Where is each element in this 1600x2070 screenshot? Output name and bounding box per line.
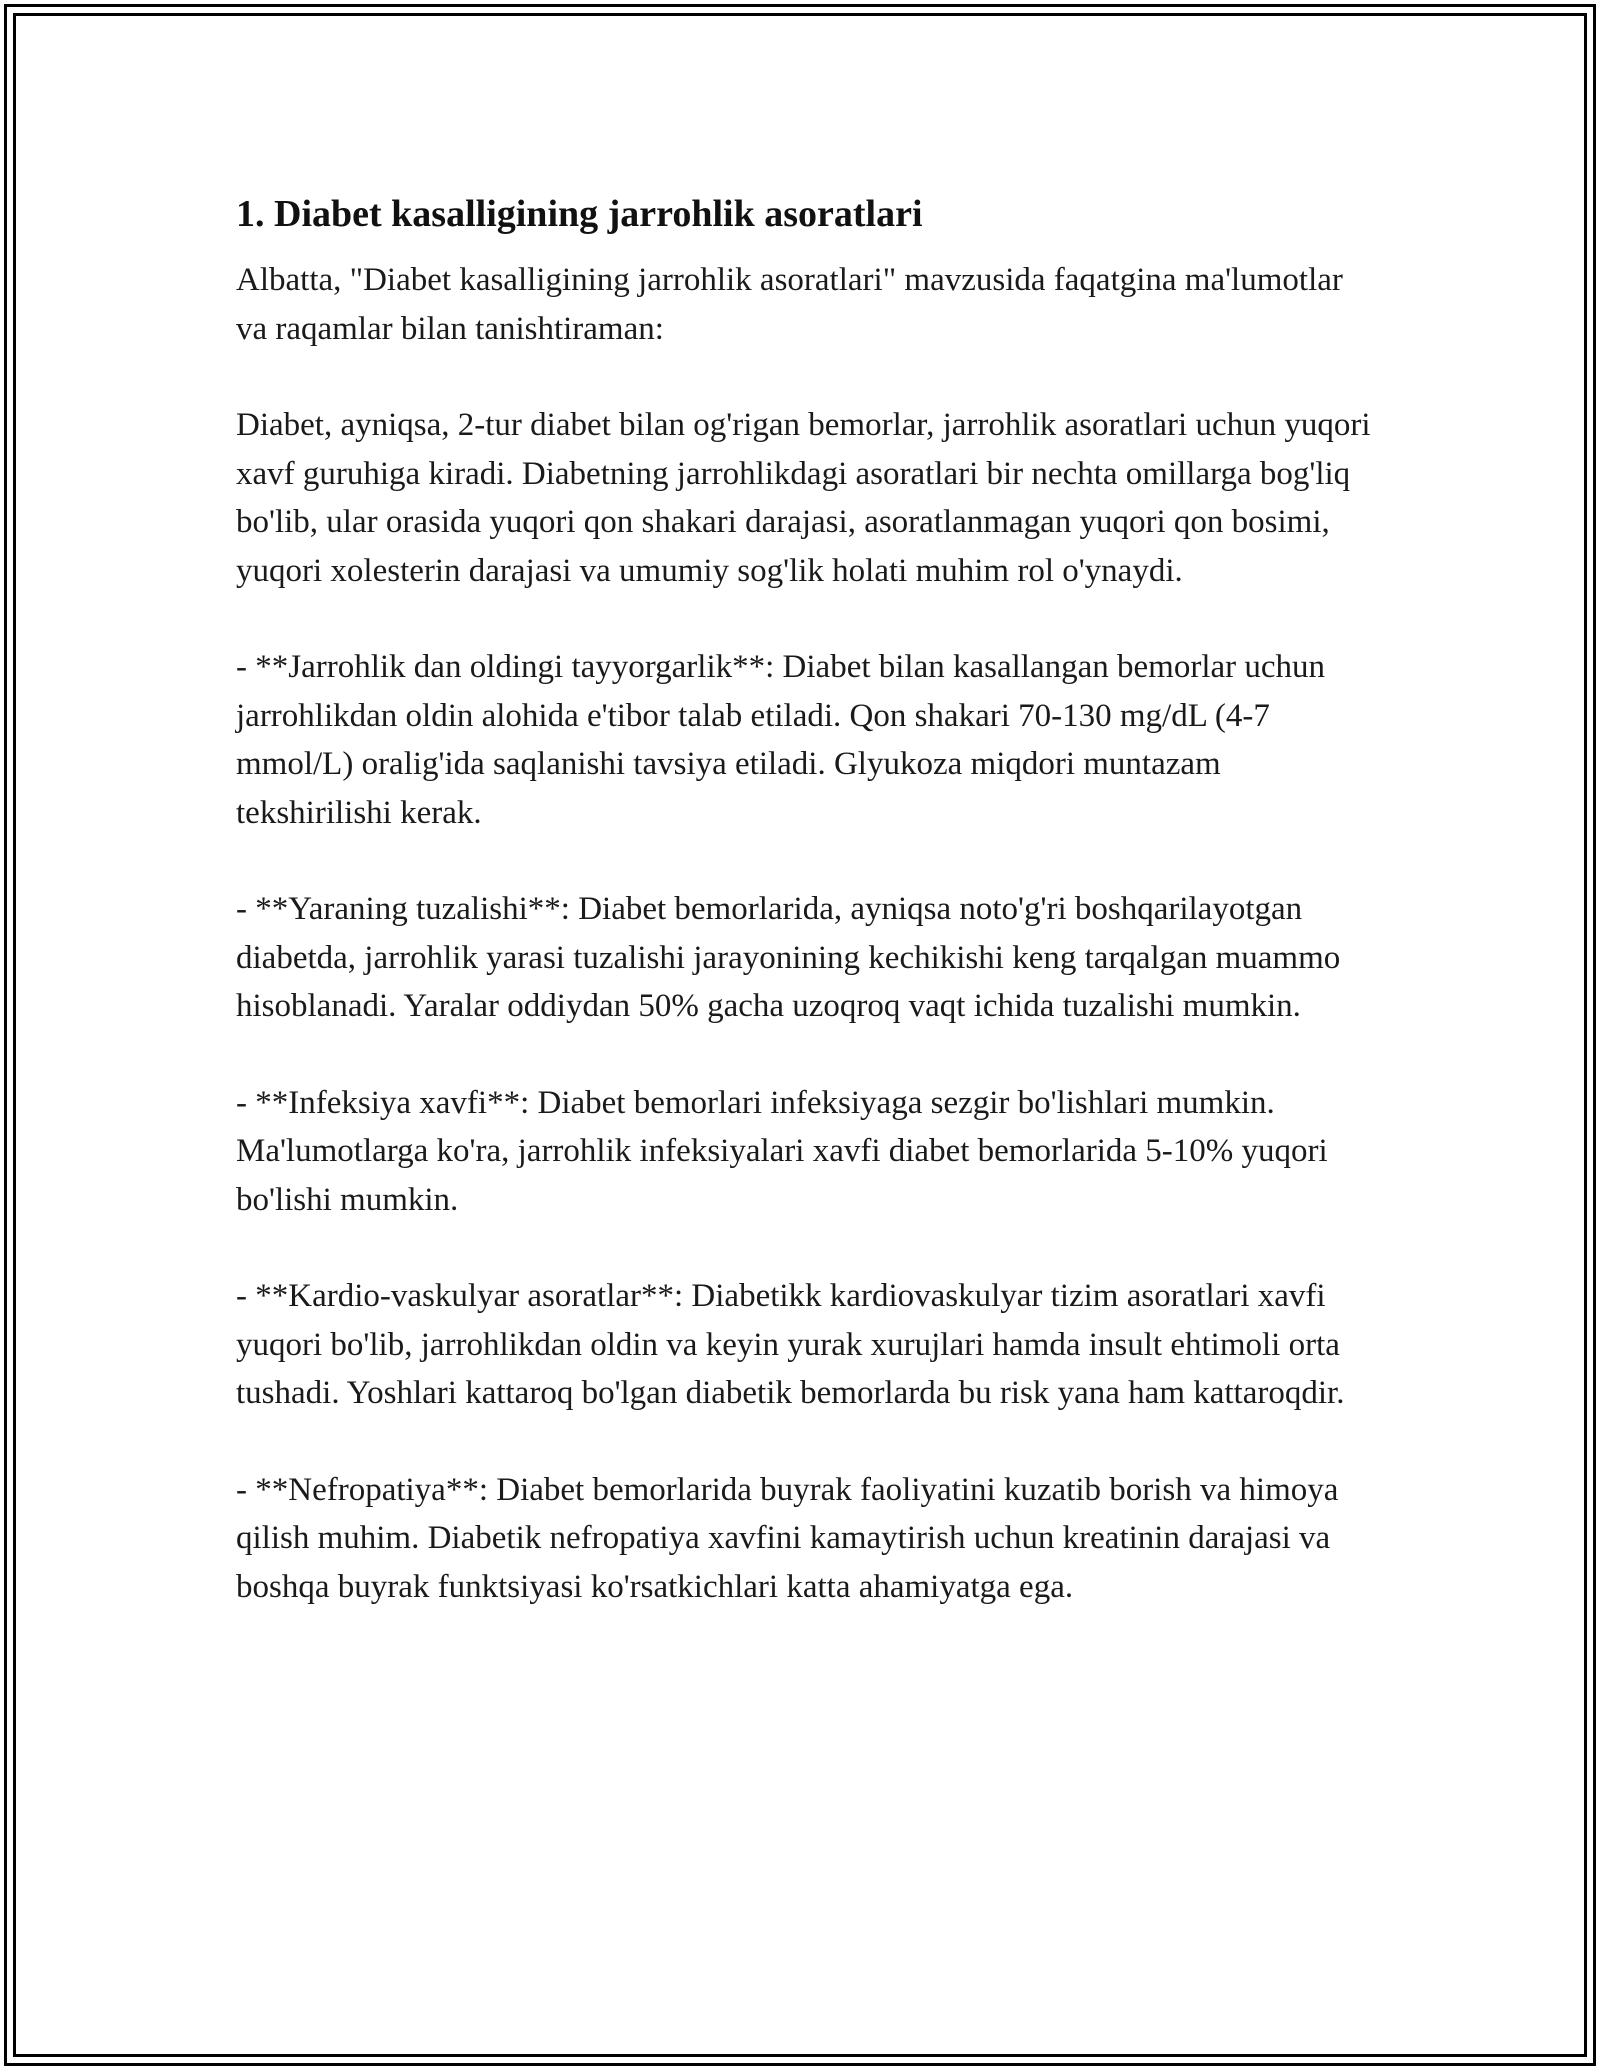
document-title: 1. Diabet kasalligining jarrohlik asoratlari [236,193,923,235]
overview-paragraph: Diabet, ayniqsa, 2-tur diabet bilan og'rigan bemorlar, jarrohlik asoratlari uchun yuqori xavf guruhiga kiradi. Diabetning jarrohlikdagi asoratlari bir nechta omillarga bog'liq bo'lib, ular orasida yuqori qon shakari darajasi, asoratlanmagan yuqori qon bosimi, yuqori xolesterin darajasi va umumiy sog'lik holati muhim rol o'ynaydi. [236,407,1371,589]
wound-healing-paragraph: - **Yaraning tuzalishi**: Diabet bemorlarida, ayniqsa noto'g'ri boshqarilayotgan diabetda, jarrohlik yarasi tuzalishi jarayonining kechikishi keng tarqalgan muammo hisoblanadi. Yaralar oddiydan 50% gacha uzoqroq vaqt ichida tuzalishi mumkin. [236,891,1341,1024]
preparation-paragraph: - **Jarrohlik dan oldingi tayyorgarlik**: Diabet bilan kasallangan bemorlar uchun jarrohlikdan oldin alohida e'tibor talab etiladi. Qon shakari 70-130 mg/dL (4-7 mmol/L) oralig'ida saqlanishi tavsiya etiladi. Glyukoza miqdori muntazam tekshirilishi kerak. [236,649,1326,831]
intro-paragraph: Albatta, "Diabet kasalligining jarrohlik asoratlari" mavzusida faqatgina ma'lumotlar va raqamlar bilan tanishtiraman: [236,262,1343,347]
nephropathy-paragraph: - **Nefropatiya**: Diabet bemorlarida buyrak faoliyatini kuzatib borish va himoya qilish muhim. Diabetik nefropatiya xavfini kamaytirish uchun kreatinin darajasi va boshqa buyrak funktsiyasi ko'rsatkichlari katta ahamiyatga ega. [236,1471,1339,1605]
document-body [236,186,1376,1659]
cardiovascular-paragraph: - **Kardio-vaskulyar asoratlar**: Diabetikk kardiovaskulyar tizim asoratlari xavfi yuqori bo'lib, jarrohlikdan oldin va keyin yurak xurujlari hamda insult ehtimoli orta tushadi. Yoshlari kattaroq bo'lgan diabetik bemorlarda bu risk yana ham kattaroqdir. [236,1278,1345,1411]
infection-risk-paragraph: - **Infeksiya xavfi**: Diabet bemorlari infeksiyaga sezgir bo'lishlari mumkin. Ma'lumotlarga ko'ra, jarrohlik infeksiyalari xavfi diabet bemorlarida 5-10% yuqori bo'lishi mumkin. [236,1084,1328,1218]
